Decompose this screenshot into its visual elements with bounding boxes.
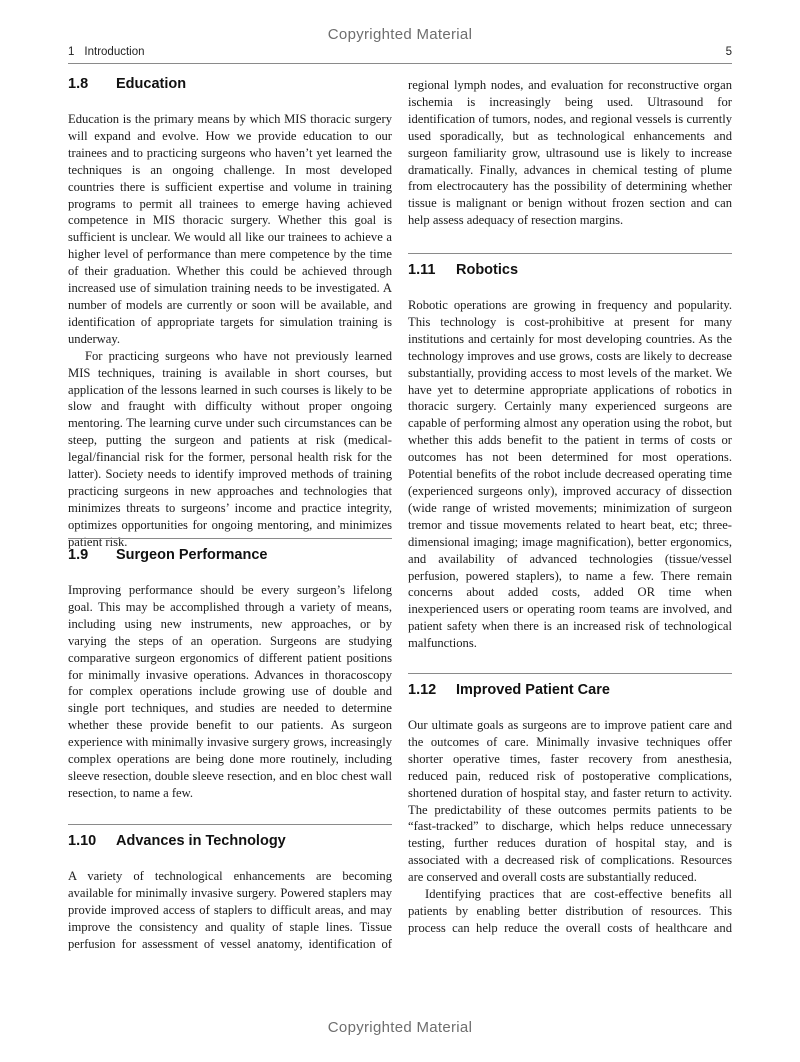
chapter-label <box>68 46 145 58</box>
section-heading <box>68 74 392 94</box>
section-divider <box>408 673 732 674</box>
section-title: Education <box>116 76 187 92</box>
section-heading <box>68 545 392 565</box>
body-paragraph: A variety of technological enhancements are becoming available for minimally invasive surgery. Powered staplers may provide improved access of staplers to difficult areas, and may improve the consistency and quality of staple lines. Tissue perfusion for assessment of vessel anatomy, identification of <box>68 869 392 951</box>
body-paragraph: For practicing surgeons who have not previously learned MIS techniques, training is available in short courses, but application of the lessons learned in such courses is likely to be slow and fraught with difficulty without proper ongoing mentoring. The learning curve under such circumstances can be steep, putting the surgeon and patients at risk (medical-legal/financial risk for the former, personal health risk for the latter). Society needs to identify improved methods of training practicing surgeons in new approaches and technologies that minimizes threats to surgeons’ income and practice integrity, optimizes opportunities for ongoing mentoring, and minimizes patient risk. <box>68 348 392 549</box>
body-paragraph: Our ultimate goals as surgeons are to improve patient care and the outcomes of care. Minimally invasive techniques offer shorter operative times, faster recovery from anesthesia, reduced pain, reduced risk of postoperative complications, shortened duration of hospital stay, and faster return to activity. The predictability of these outcomes permits patients to be “fast-tracked” to discharge, which helps reduce unnecessary testing, further reduces duration of hospital stay, and is associated with a decreased risk of complications. Resources are conserved and overall costs are substantially reduced. <box>408 718 732 885</box>
body-paragraph: regional lymph nodes, and evaluation for reconstructive organ ischemia is increasingly being used. Ultrasound for identification of tumors, nodes, and regional vessels is currently used sporadically, but as technological enhancements and surgeon familiarity grow, ultrasound use is likely to increase dramatically. Finally, advances in chemical testing of plume from electrocautery has the possibility of determining whether tissue is malignant or benign without frozen section and can help assess adequacy of resection margins. <box>408 78 732 228</box>
section-advances-in-technology <box>68 824 392 953</box>
section-number: 1.9 <box>68 547 89 563</box>
section-heading <box>408 260 732 280</box>
section-education <box>68 74 392 551</box>
section-improved-patient-care <box>408 673 732 937</box>
copyright-watermark-top: Copyrighted Material <box>327 26 473 43</box>
section-number: 1.8 <box>68 76 89 92</box>
section-number: 1.10 <box>68 833 97 849</box>
chapter-title: Introduction <box>84 46 145 58</box>
section-title: Advances in Technology <box>116 833 286 849</box>
section-title: Robotics <box>456 262 519 278</box>
body-paragraph: Improving performance should be every surgeon’s lifelong goal. This may be accomplished through a variety of means, including using new instruments, new approaches, or by varying the steps of an operation. Surgeons are studying comparative surgeon ergonomics of different patient positions for minimally invasive operations. Advances in thoracoscopy for complex operations include growing use of double and single port techniques, and studies are needed to determine whether these provide benefit to our patients. As surgeon experience with minimally invasive surgery grows, increasingly complex operations are being done more routinely, including sleeve resection, double sleeve resection, and en bloc chest wall resection, to name a few. <box>68 583 392 800</box>
section-surgeon-performance <box>68 538 392 802</box>
section-title: Surgeon Performance <box>116 547 268 563</box>
body-paragraph: Robotic operations are growing in frequency and popularity. This technology is cost-prohibitive at present for many institutions and certainly for most developing countries. As the technology improves and use grows, costs are likely to decrease substantially, providing access to most levels of the market. We have yet to determine appropriate applications of robotics in thoracic surgery. Certainly many experienced surgeons are capable of performing almost any operation using the robot, but whether this adds benefit to the patient in terms of costs or outcomes has not been determined for most operations. Potential benefits of the robot include decreased operating time (experienced surgeons only), improved accuracy of dissection (wide range of wristed movements; minimization of surgeon tremor and tissue movements related to heart beat, etc; three-dimensional imaging; image magnification), better ergonomics, and availability of advanced technologies (tissue/vessel perfusion, powered staplers), to name a few. There remain concerns about added costs, added OR time when inexperienced users or operating room teams are involved, and patient safety when there is an increased risk of technological malfunctions. <box>408 298 732 651</box>
section-title: Improved Patient Care <box>456 682 610 698</box>
copyright-watermark-bottom: Copyrighted Material <box>327 1019 473 1036</box>
running-head <box>68 45 732 64</box>
section-heading <box>68 831 392 851</box>
page-number: 5 <box>725 46 732 58</box>
section-number: 1.12 <box>408 682 437 698</box>
section-number: 1.11 <box>408 262 436 278</box>
body-paragraph: Education is the primary means by which MIS thoracic surgery will expand and evolve. How we provide education to our trainees and to practicing surgeons who haven’t yet learned the techniques is an ongoing challenge. In most developed countries there is sufficient expertise and volume in training programs to permit all trainees to emerge having achieved competence in MIS thoracic surgery. Whether this goal is sufficient is unclear. We would all like our trainees to achieve a higher level of performance than mere competence by the time of their graduation. Whether this could be achieved through increased use of simulation training needs to be investigated. A number of models are currently or soon will be available, and identification of appropriate targets for simulation training is underway. <box>68 112 392 346</box>
section-divider <box>68 824 392 825</box>
section-divider <box>408 253 732 254</box>
body-paragraph: Identifying practices that are cost-effective benefits all patients by enabling better distribution of resources. This process can help reduce the overall costs of healthcare and <box>408 887 732 935</box>
section-heading <box>408 680 732 700</box>
section-robotics <box>408 253 732 652</box>
chapter-number: 1 <box>68 46 75 58</box>
section-divider <box>68 538 392 539</box>
section-advances-in-technology-continued <box>408 77 732 229</box>
